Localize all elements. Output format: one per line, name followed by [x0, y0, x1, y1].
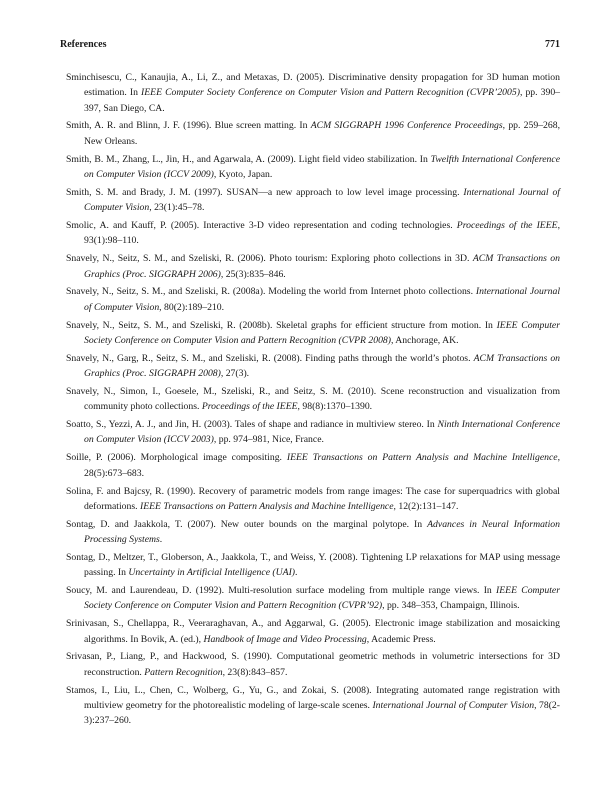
reference-text: Smith, B. M., Zhang, L., Jin, H., and Agarwala, A. (2009). Light field video stabilization. In: [66, 153, 431, 165]
reference-venue: Proceedings of the IEEE: [201, 401, 298, 413]
reference-entry: [66, 417, 560, 448]
reference-entry: [66, 284, 560, 315]
reference-text: Srivasan, P., Liang, P., and Hackwood, S. (1990). Computational geometric methods in volumetric intersections for 3D reconstruction.: [66, 651, 560, 678]
reference-entry: [66, 550, 560, 581]
reference-entry: [66, 649, 560, 680]
reference-entry: [66, 484, 560, 515]
reference-list: [66, 70, 560, 731]
reference-text: Snavely, N., Garg, R., Seitz, S. M., and Szeliski, R. (2008). Finding paths through the world’s photos.: [66, 352, 474, 364]
reference-text: Smolic, A. and Kauff, P. (2005). Interactive 3-D video representation and coding technologies.: [66, 220, 457, 232]
reference-text: , 27(3).: [220, 368, 250, 380]
reference-venue: Pattern Recognition: [144, 666, 223, 678]
reference-text: Srinivasan, S., Chellappa, R., Veeraraghavan, A., and Aggarwal, G. (2005). Electronic image stabilization and mosaicking algorithms. In Bovik, A. (ed.),: [66, 618, 560, 645]
reference-text: , 23(1):45–78.: [149, 202, 205, 214]
reference-text: , pp. 390–397, San Diego, CA.: [84, 87, 560, 114]
reference-text: , 28(5):673–683.: [84, 452, 560, 479]
reference-text: Soatto, S., Yezzi, A. J., and Jin, H. (2003). Tales of shape and radiance in multiview stereo. In: [66, 419, 438, 431]
reference-venue: IEEE Transactions on Pattern Analysis and Machine Intelligence: [286, 452, 558, 464]
reference-text: , 12(2):131–147.: [393, 500, 459, 512]
reference-entry: [66, 118, 560, 149]
reference-entry: [66, 583, 560, 614]
reference-venue: ACM Transactions on Graphics (Proc. SIGGRAPH 2006): [84, 253, 560, 280]
reference-venue: Handbook of Image and Video Processing: [203, 633, 367, 645]
reference-text: .: [295, 567, 298, 579]
reference-text: , 98(8):1370–1390.: [297, 401, 373, 413]
reference-venue: IEEE Transactions on Pattern Analysis and Machine Intelligence: [139, 500, 394, 512]
reference-venue: International Journal of Computer Vision: [84, 186, 561, 214]
reference-venue: IEEE Computer Society Conference on Computer Vision and Pattern Recognition (CVPR’92): [84, 585, 560, 612]
reference-text: Sminchisescu, C., Kanaujia, A., Li, Z., and Metaxas, D. (2005). Discriminative density propagation for 3D human motion estimation. In: [66, 72, 560, 99]
reference-entry: [66, 152, 560, 183]
reference-venue: ACM Transactions on Graphics (Proc. SIGGRAPH 2008): [84, 352, 561, 380]
reference-entry: [66, 318, 560, 349]
reference-venue: ACM SIGGRAPH 1996 Conference Proceedings: [310, 120, 503, 132]
reference-text: , Kyoto, Japan.: [213, 168, 273, 180]
reference-venue: International Journal of Computer Vision: [372, 699, 535, 711]
reference-text: Soucy, M. and Laurendeau, D. (1992). Multi-resolution surface modeling from multiple range views. In: [66, 585, 497, 597]
reference-entry: [66, 683, 560, 729]
reference-venue: Twelfth International Conference on Computer Vision (ICCV 2009): [84, 153, 560, 180]
reference-text: Snavely, N., Seitz, S. M., and Szeliski, R. (2008b). Skeletal graphs for efficient structure from motion. In: [66, 319, 497, 331]
reference-text: , 23(8):843–857.: [222, 666, 288, 678]
reference-entry: [66, 70, 560, 116]
reference-text: Snavely, N., Simon, I., Goesele, M., Szeliski, R., and Seitz, S. M. (2010). Scene reconstruction and visualization from community photo collections.: [66, 385, 560, 413]
reference-text: , 80(2):189–210.: [159, 301, 225, 313]
reference-entry: [66, 218, 560, 249]
reference-venue: Proceedings of the IEEE: [456, 220, 558, 232]
reference-text: Sontag, D., Meltzer, T., Globerson, A., Jaakkola, T., and Weiss, Y. (2008). Tightening LP relaxations for MAP using message passing. In: [66, 551, 560, 579]
reference-text: , pp. 974–981, Nice, France.: [213, 434, 324, 446]
reference-entry: [66, 251, 560, 282]
reference-entry: [66, 517, 560, 548]
reference-text: .: [159, 534, 163, 546]
reference-venue: Advances in Neural Information Processing Systems: [84, 518, 560, 546]
reference-text: , pp. 348–353, Champaign, Illinois.: [382, 600, 520, 612]
running-head: [60, 38, 560, 52]
reference-text: Snavely, N., Seitz, S. M., and Szeliski, R. (2008a). Modeling the world from Internet photo collections.: [66, 286, 476, 298]
reference-text: Soille, P. (2006). Morphological image compositing.: [66, 452, 287, 464]
reference-text: Stamos, I., Liu, L., Chen, C., Wolberg, G., Yu, G., and Zokai, S. (2008). Integrating automated range registration with multiview geometry for the photorealistic modeling of large-scale scenes.: [66, 684, 560, 711]
reference-entry: [66, 351, 560, 382]
reference-text: Solina, F. and Bajcsy, R. (1990). Recovery of parametric models from range images: The case for superquadrics with global deformations.: [66, 485, 560, 512]
reference-venue: Uncertainty in Artificial Intelligence (UAI): [128, 567, 296, 579]
reference-entry: [66, 450, 560, 481]
reference-text: , 25(3):835–846.: [220, 268, 286, 280]
reference-entry: [66, 616, 560, 647]
reference-venue: Ninth International Conference on Computer Vision (ICCV 2003): [84, 419, 561, 446]
reference-text: Smith, S. M. and Brady, J. M. (1997). SUSAN—a new approach to low level image processing.: [66, 186, 464, 198]
reference-entry: [66, 185, 560, 216]
reference-text: Smith, A. R. and Blinn, J. F. (1996). Blue screen matting. In: [66, 120, 311, 132]
reference-text: , Academic Press.: [366, 633, 436, 645]
reference-text: Snavely, N., Seitz, S. M., and Szeliski, R. (2006). Photo tourism: Exploring photo collections in 3D.: [66, 253, 473, 265]
reference-venue: IEEE Computer Society Conference on Computer Vision and Pattern Recognition (CVPR 2008): [84, 319, 560, 346]
reference-text: , 93(1):98–110.: [84, 220, 560, 247]
reference-venue: International Journal of Computer Vision: [84, 286, 561, 313]
reference-text: , pp. 259–268, New Orleans.: [84, 120, 560, 147]
reference-text: , Anchorage, AK.: [390, 334, 459, 346]
page-number: 771: [545, 39, 560, 50]
reference-text: , 78(2-3):237–260.: [84, 699, 560, 727]
section-title: References: [60, 39, 107, 50]
reference-entry: [66, 384, 560, 415]
reference-venue: IEEE Computer Society Conference on Computer Vision and Pattern Recognition (CVPR’2005): [141, 87, 520, 99]
reference-text: Sontag, D. and Jaakkola, T. (2007). New outer bounds on the marginal polytope. In: [66, 518, 428, 530]
